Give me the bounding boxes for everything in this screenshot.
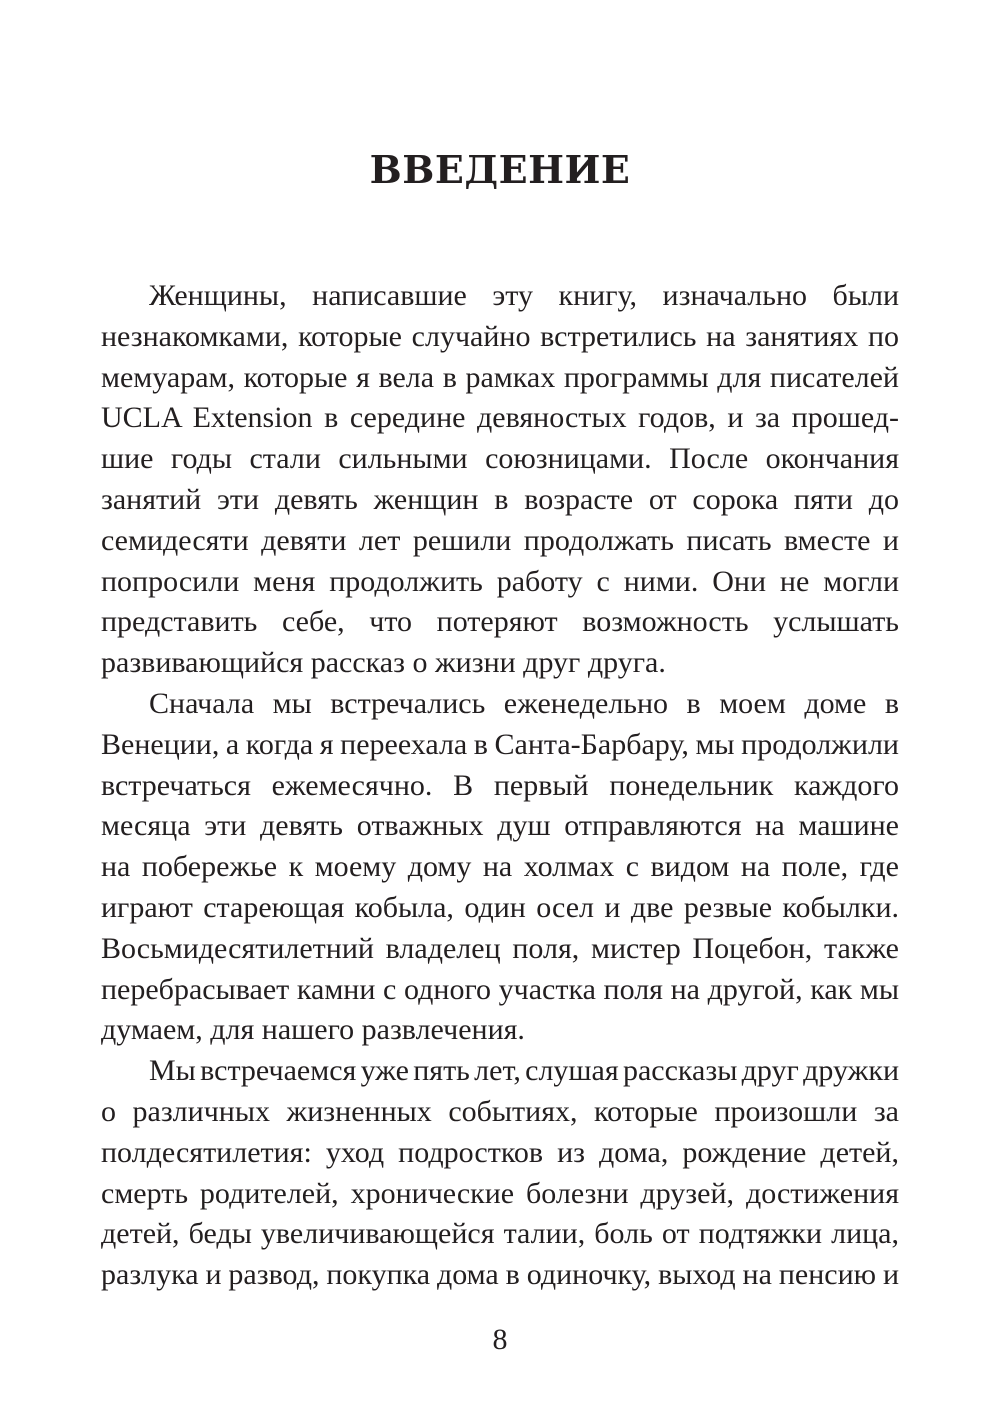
text-line: незнакомками, которые случайно встретились на занятиях по	[101, 319, 899, 353]
text-line: о различных жизненных событиях, которые произошли за	[101, 1094, 899, 1128]
body-text	[101, 276, 899, 1296]
text-line: семидесяти девяти лет решили продолжать писать вместе и	[101, 523, 899, 557]
text-line: представить себе, что потеряют возможность услышать	[101, 605, 899, 639]
text-line: развивающийся рассказ о жизни друг друга.	[101, 646, 666, 680]
text-line: Мы встречаемся уже пять лет, слушая рассказы друг дружки	[149, 1054, 899, 1088]
text-line: разлука и развод, покупка дома в одиночку, выход на пенсию и	[101, 1258, 899, 1292]
text-line: шие годы стали сильными союзницами. После окончания	[101, 442, 899, 476]
text-line: встречаться ежемесячно. В первый понедельник каждого	[101, 768, 899, 802]
chapter-title: ВВЕДЕНИЕ	[369, 147, 631, 192]
text-line: попросили меня продолжить работу с ними. Они не могли	[101, 564, 899, 598]
text-line: Женщины, написавшие эту книгу, изначально были	[149, 279, 899, 312]
text-line: занятий эти девять женщин в возрасте от сорока пяти до	[101, 482, 899, 516]
text-line: UCLA Extension в середине девяностых годов, и за прошед-	[101, 401, 899, 435]
text-line: на побережье к моему дому на холмах с видом на поле, где	[101, 850, 899, 884]
paragraph-3	[101, 1051, 899, 1296]
page-number: 8	[492, 1323, 508, 1356]
text-line: полдесятилетия: уход подростков из дома, рождение детей,	[101, 1135, 899, 1169]
text-line: Сначала мы встречались еженедельно в моем доме в	[149, 686, 899, 720]
text-line: смерть родителей, хронические болезни друзей, достижения	[101, 1176, 899, 1210]
text-line: думаем, для нашего развлечения.	[101, 1013, 525, 1047]
text-line: Венеции, а когда я переехала в Санта-Барбару, мы продолжили	[101, 727, 899, 761]
text-line: играют стареющая кобыла, один осел и две резвые кобылки.	[101, 890, 899, 924]
text-line: Восьмидесятилетний владелец поля, мистер Поцебон, также	[101, 931, 899, 965]
text-line: мемуарам, которые я вела в рамках программы для писателей	[101, 360, 899, 394]
paragraph-1	[101, 276, 899, 684]
text-line: месяца эти девять отважных душ отправляются на машине	[101, 809, 899, 843]
text-line: перебрасывает камни с одного участка поля на другой, как мы	[101, 972, 899, 1006]
paragraph-2	[101, 684, 899, 1051]
text-line: детей, беды увеличивающейся талии, боль от подтяжки лица,	[101, 1217, 899, 1251]
